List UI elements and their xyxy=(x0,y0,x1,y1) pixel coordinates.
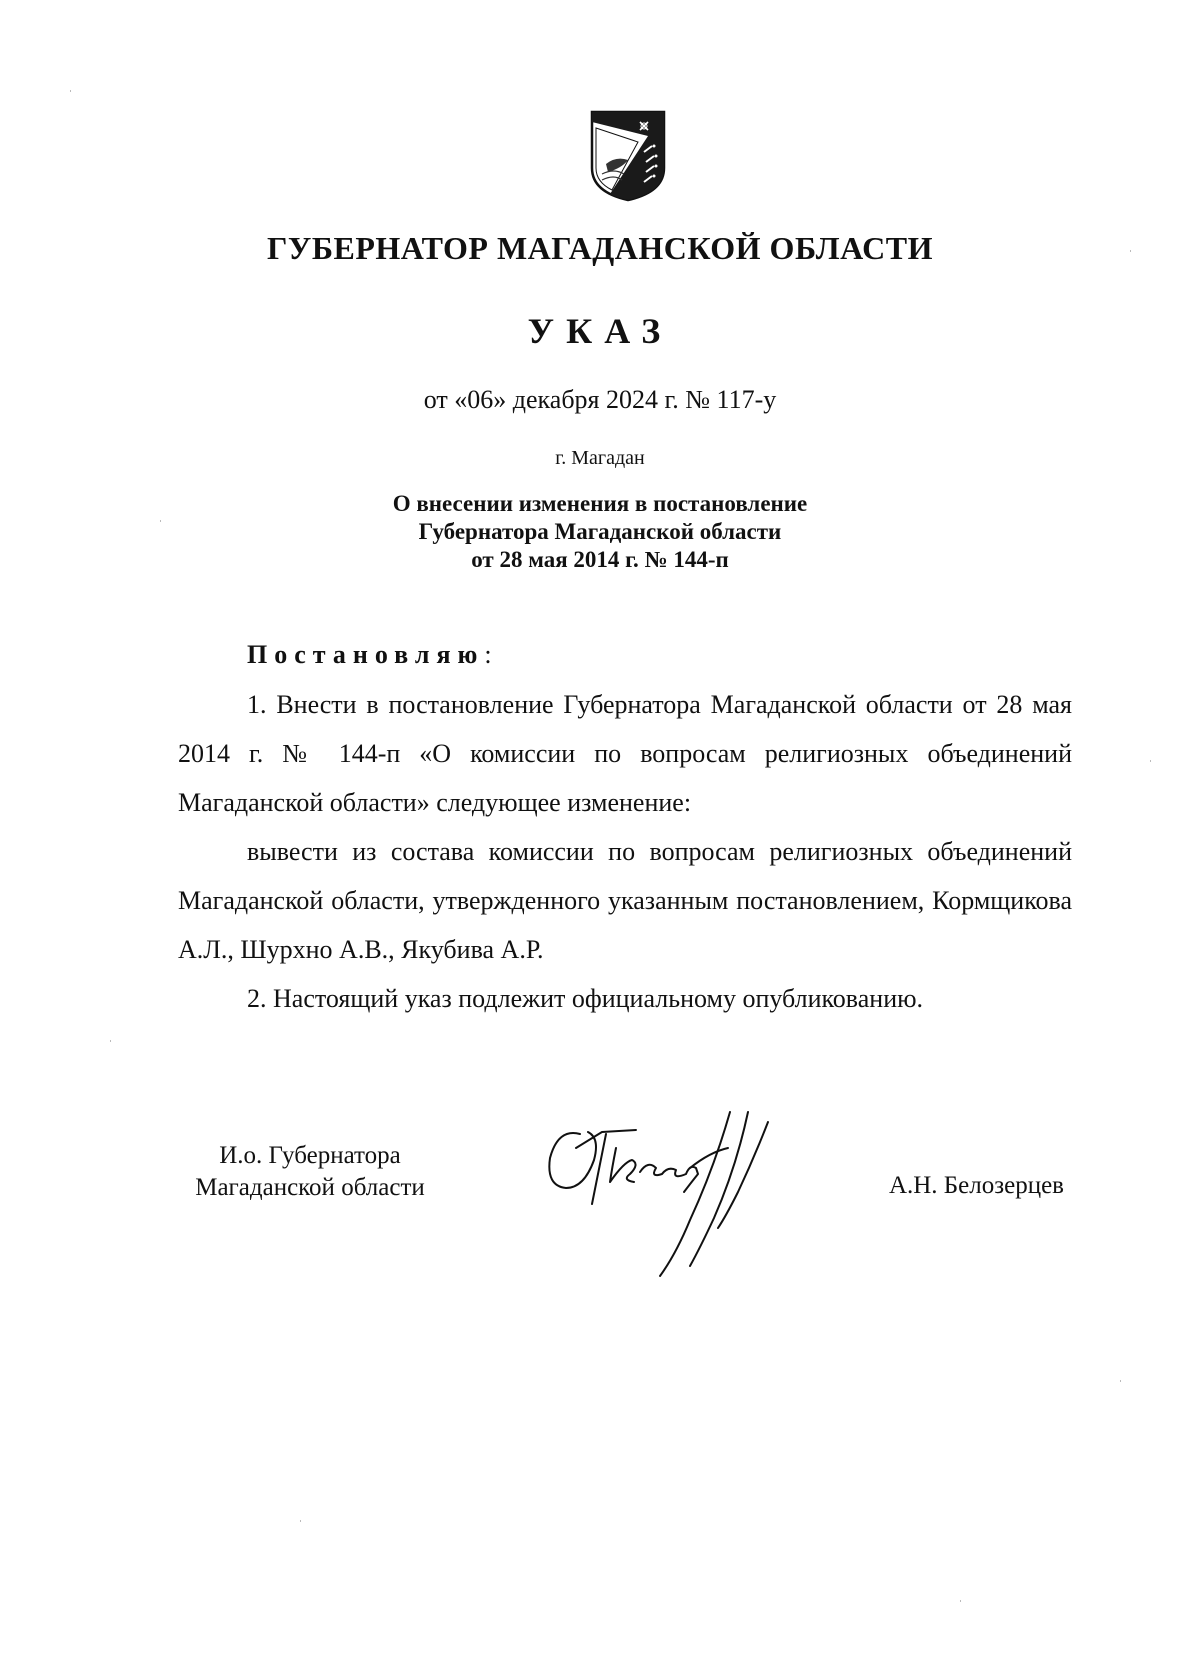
resolve-colon: : xyxy=(484,640,492,669)
document-subject xyxy=(0,490,1200,574)
subject-line: Губернатора Магаданской области xyxy=(418,519,782,544)
signatory-name: А.Н. Белозерцев xyxy=(888,1172,1064,1199)
paragraph-text: вывести из состава комиссии по вопросам религиозных объединений Магаданской области, утвержденного указанным постановлением, Кормщикова А.Л., Шурхно А.В., Якубива А.Р. xyxy=(178,837,1072,964)
subject-line: от 28 мая 2014 г. № 144-п xyxy=(471,547,729,572)
paragraph-text: 1. Внести в постановление Губернатора Магаданской области от 28 мая 2014 г. № 144-п «О комиссии по вопросам религиозных объединений Магаданской области» следующее изменение: xyxy=(178,690,1072,817)
signatory-position xyxy=(160,1140,460,1204)
subject-line: О внесении изменения в постановление xyxy=(392,491,808,516)
document-date-number: от «06» декабря 2024 г. № 117-у xyxy=(423,385,777,414)
handwritten-signature xyxy=(540,1108,800,1278)
paragraph-3 xyxy=(178,974,1072,1023)
coat-of-arms-icon xyxy=(588,108,668,204)
position-line: И.о. Губернатора xyxy=(219,1142,401,1169)
paragraph-1 xyxy=(178,680,1072,827)
scan-speck xyxy=(1120,1380,1121,1382)
scan-speck xyxy=(160,520,161,522)
scan-speck xyxy=(70,90,71,92)
document-city: г. Магадан xyxy=(555,447,645,469)
resolve-word: Постановляю xyxy=(247,640,485,669)
document-type: УКАЗ xyxy=(527,311,673,351)
scan-speck xyxy=(960,1600,961,1602)
scan-speck xyxy=(1150,760,1151,762)
paragraph-text: 2. Настоящий указ подлежит официальному опубликованию. xyxy=(247,984,924,1013)
resolve-heading xyxy=(247,640,492,670)
position-line: Магаданской области xyxy=(195,1174,425,1201)
scan-speck xyxy=(110,1040,111,1042)
scan-speck xyxy=(300,1520,301,1522)
paragraph-2 xyxy=(178,827,1072,974)
scan-speck xyxy=(1130,250,1131,252)
issuing-authority: ГУБЕРНАТОР МАГАДАНСКОЙ ОБЛАСТИ xyxy=(267,230,933,266)
